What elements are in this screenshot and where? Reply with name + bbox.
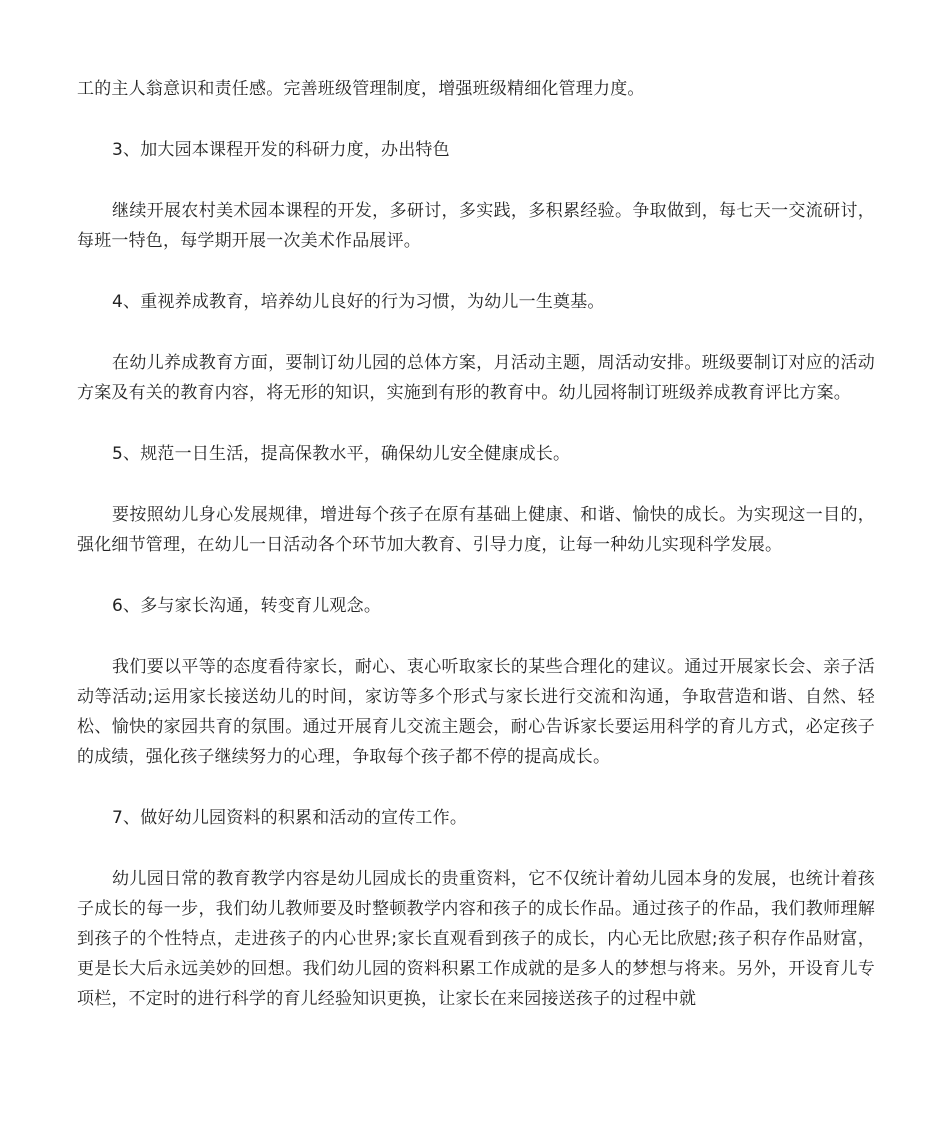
- paragraph-continuation: 工的主人翁意识和责任感。完善班级管理制度，增强班级精细化管理力度。: [77, 79, 645, 99]
- section-heading-7: 7、做好幼儿园资料的积累和活动的宣传工作。: [112, 808, 468, 828]
- paragraph-body: 要按照幼儿身心发展规律，增进每个孩子在原有基础上健康、和谐、愉快的成长。为实现这一目的，强化细节管理，在幼儿一日活动各个环节加大教育、引导力度，让每一种幼儿实现科学发展。: [77, 505, 875, 555]
- section-heading-6: 6、多与家长沟通，转变育儿观念。: [112, 596, 382, 616]
- paragraph-body: 继续开展农村美术园本课程的开发，多研讨，多实践，多积累经验。争取做到，每七天一交流研讨，每班一特色，每学期开展一次美术作品展评。: [77, 201, 875, 251]
- section-heading-5: 5、规范一日生活，提高保教水平，确保幼儿安全健康成长。: [112, 444, 571, 464]
- paragraph-body: 我们要以平等的态度看待家长，耐心、衷心听取家长的某些合理化的建议。通过开展家长会、亲子活动等活动;运用家长接送幼儿的时间，家访等多个形式与家长进行交流和沟通，争取营造和谐、自然、轻松、愉快的家园共育的氛围。通过开展育儿交流主题会，耐心告诉家长要运用科学的育儿方式，必定孩子的成绩，强化孩子继续努力的心理，争取每个孩子都不停的提高成长。: [77, 657, 875, 767]
- section-heading-4: 4、重视养成教育，培养幼儿良好的行为习惯，为幼儿一生奠基。: [112, 292, 605, 312]
- section-heading-3: 3、加大园本课程开发的科研力度，办出特色: [112, 140, 450, 160]
- paragraph-body: 幼儿园日常的教育教学内容是幼儿园成长的贵重资料，它不仅统计着幼儿园本身的发展，也统计着孩子成长的每一步，我们幼儿教师要及时整顿教学内容和孩子的成长作品。通过孩子的作品，我们教师理解到孩子的个性特点，走进孩子的内心世界;家长直观看到孩子的成长，内心无比欣慰;孩子积存作品财富，更是长大后永远美妙的回想。我们幼儿园的资料积累工作成就的是多人的梦想与将来。另外，开设育儿专项栏，不定时的进行科学的育儿经验知识更换，让家长在来园接送孩子的过程中就: [77, 869, 875, 1009]
- paragraph-body: 在幼儿养成教育方面，要制订幼儿园的总体方案，月活动主题，周活动安排。班级要制订对应的活动方案及有关的教育内容，将无形的知识，实施到有形的教育中。幼儿园将制订班级养成教育评比方案。: [77, 353, 875, 403]
- document-body: [77, 74, 875, 1045]
